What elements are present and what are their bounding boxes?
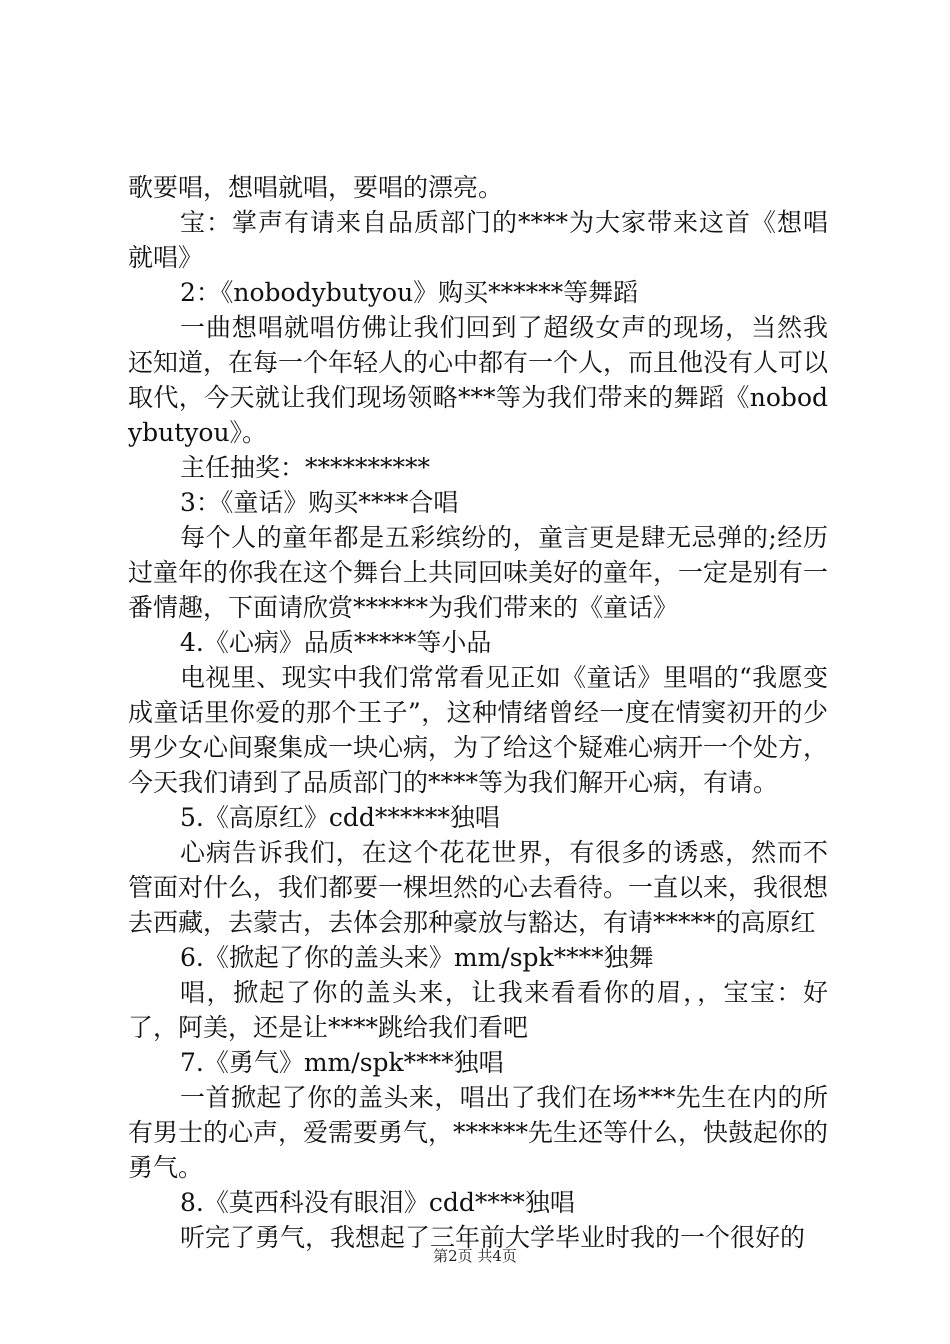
paragraph: 听完了勇气，我想起了三年前大学毕业时我的一个很好的 bbox=[180, 1223, 806, 1252]
paragraph: 一首掀起了你的盖头来，唱出了我们在场***先生在内的所有男士的心声，爱需要勇气，******先生还等什么，快鼓起你的勇气。 bbox=[128, 1083, 829, 1182]
program-item: 3：《童话》购买****合唱 bbox=[180, 488, 459, 517]
program-item: 主任抽奖：********** bbox=[180, 453, 431, 482]
page-number: 第2页 共4页 bbox=[433, 1247, 517, 1265]
paragraph: 歌要唱，想唱就唱，要唱的漂亮。 bbox=[128, 173, 504, 202]
program-item: 2：《nobodybutyou》购买******等舞蹈 bbox=[180, 278, 639, 307]
program-item: 5.《高原红》cdd******独唱 bbox=[180, 803, 500, 832]
paragraph: 每个人的童年都是五彩缤纷的，童言更是肆无忌弹的;经历过童年的你我在这个舞台上共同回味美好的童年，一定是别有一番情趣，下面请欣赏******为我们带来的《童话》 bbox=[128, 523, 829, 622]
program-item: 6.《掀起了你的盖头来》mm/spk****独舞 bbox=[180, 943, 654, 972]
paragraph: 电视里、现实中我们常常看见正如《童话》里唱的“我愿变成童话里你爱的那个王子”，这种情绪曾经一度在情窦初开的少男少女心间聚集成一块心病，为了给这个疑难心病开一个处方，今天我们请到了品质部门的****等为我们解开心病，有请。 bbox=[128, 663, 829, 797]
paragraph: 宝：掌声有请来自品质部门的****为大家带来这首《想唱就唱》 bbox=[128, 208, 828, 272]
paragraph: 一曲想唱就唱仿佛让我们回到了超级女声的现场，当然我还知道，在每一个年轻人的心中都有一个人，而且他没有人可以取代，今天就让我们现场领略***等为我们带来的舞蹈《nobodybutyou》。 bbox=[128, 313, 829, 447]
program-item: 4.《心病》品质*****等小品 bbox=[180, 628, 492, 657]
body-text bbox=[128, 170, 828, 1255]
program-item: 8.《莫西科没有眼泪》cdd****独唱 bbox=[180, 1188, 575, 1217]
program-item: 7.《勇气》mm/spk****独唱 bbox=[180, 1048, 504, 1077]
paragraph: 心病告诉我们，在这个花花世界，有很多的诱惑，然而不管面对什么，我们都要一棵坦然的心去看待。一直以来，我很想去西藏，去蒙古，去体会那种豪放与豁达，有请*****的高原红 bbox=[128, 838, 829, 937]
paragraph: 唱，掀起了你的盖头来，让我来看看你的眉，，宝宝：好了，阿美，还是让****跳给我们看吧 bbox=[128, 978, 828, 1042]
